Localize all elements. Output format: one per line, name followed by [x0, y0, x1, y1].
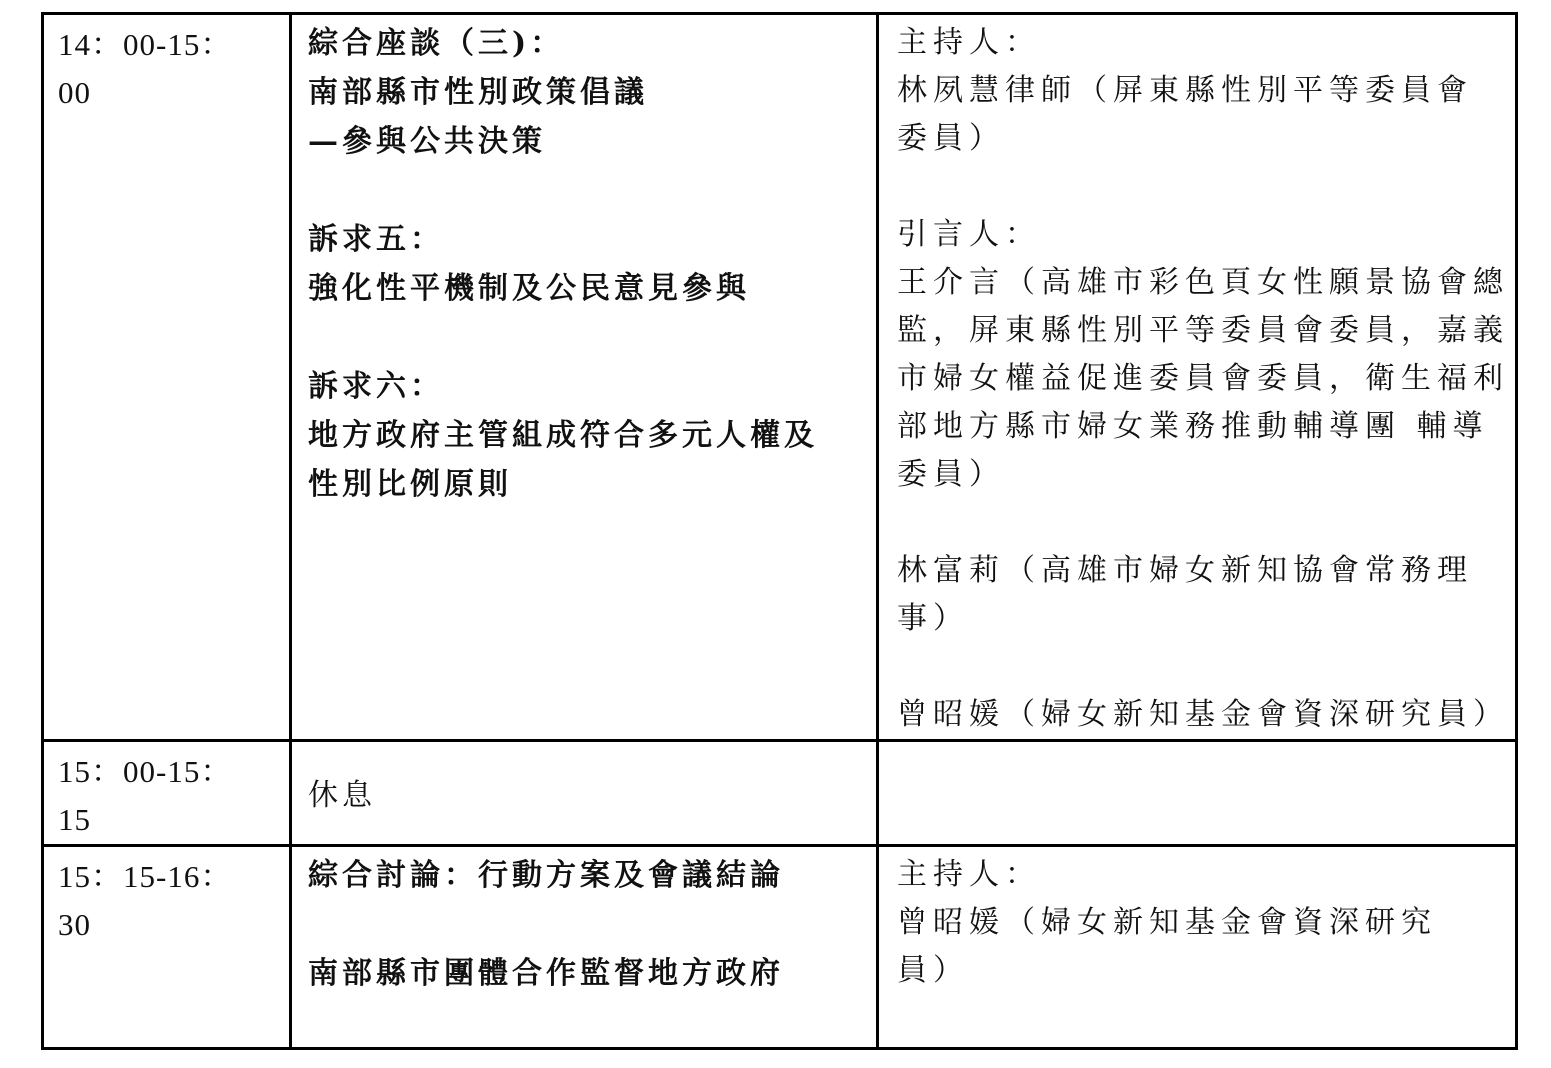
people-cell-empty: [878, 741, 1517, 846]
agenda-table: [41, 12, 1518, 1050]
host-name: 員）: [897, 953, 969, 988]
speaker-entry: 委員）: [897, 457, 1005, 492]
speaker-entry: 市婦女權益促進委員會委員，衛生福利: [897, 361, 1509, 396]
time-cell: [43, 846, 291, 1049]
time-cell: [43, 14, 291, 741]
time-line: 15：15-16：: [58, 859, 233, 894]
time-cell: [43, 741, 291, 846]
time-line: 14：00-15：: [58, 27, 233, 62]
speaker-entry: 王介言（高雄市彩色頁女性願景協會總: [897, 265, 1509, 300]
time-line: 15: [58, 802, 91, 837]
break-label: 休息: [308, 777, 376, 813]
time-line: 30: [58, 907, 91, 942]
topic-cell: [291, 846, 878, 1049]
appeal-label: 訴求五：: [308, 222, 444, 257]
people-cell: [878, 846, 1517, 1049]
session-title: —參與公共決策: [308, 124, 546, 159]
speaker-entry: 部地方縣市婦女業務推動輔導團 輔導: [897, 409, 1489, 444]
people-cell: [878, 14, 1517, 741]
host-label: 主持人：: [897, 857, 1041, 892]
session-subtitle: 南部縣市團體合作監督地方政府: [308, 956, 784, 991]
host-name: 林夙慧律師（屏東縣性別平等委員會: [897, 73, 1473, 108]
session-title: 綜合討論：行動方案及會議結論: [308, 858, 784, 893]
speaker-label: 引言人：: [897, 217, 1041, 252]
appeal-label: 訴求六：: [308, 369, 444, 404]
topic-cell: [291, 14, 878, 741]
speaker-entry: 林富莉（高雄市婦女新知協會常務理: [897, 553, 1473, 588]
session-title: 綜合座談（三)：: [308, 26, 565, 61]
time-line: 00: [58, 75, 91, 110]
speaker-entry: 曾昭媛（婦女新知基金會資深研究員）: [897, 697, 1509, 732]
agenda-row-break: [43, 741, 1517, 846]
appeal-text: 地方政府主管組成符合多元人權及: [308, 418, 818, 453]
speaker-entry: 事）: [897, 601, 969, 636]
host-name: 委員）: [897, 121, 1005, 156]
speaker-entry: 監，屏東縣性別平等委員會委員，嘉義: [897, 313, 1509, 348]
agenda-row-session-3: [43, 14, 1517, 741]
host-label: 主持人：: [897, 25, 1041, 60]
time-line: 15：00-15：: [58, 754, 233, 789]
appeal-text: 強化性平機制及公民意見參與: [308, 271, 750, 306]
host-name: 曾昭媛（婦女新知基金會資深研究: [897, 905, 1437, 940]
session-title: 南部縣市性別政策倡議: [308, 75, 648, 110]
agenda-row-discussion: [43, 846, 1517, 1049]
topic-cell: [291, 741, 878, 846]
appeal-text: 性別比例原則: [308, 467, 512, 502]
